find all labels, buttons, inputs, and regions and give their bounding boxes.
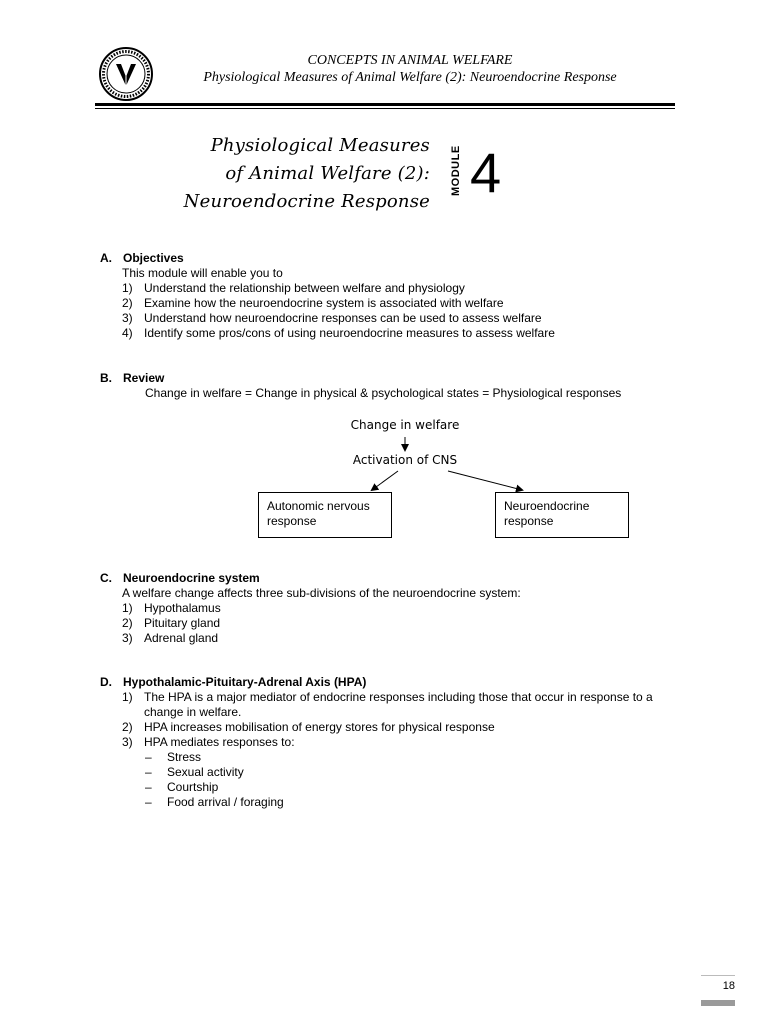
sub-list-item: – Food arrival / foraging [145,795,284,809]
list-item: 3) HPA mediates responses to: [122,735,295,749]
sub-list-item: – Stress [145,750,202,764]
list-item: 3) Adrenal gland [122,631,219,645]
list-item: 2) Examine how the neuroendocrine system is associated with welfare [122,296,504,310]
section-hpa-axis [100,675,680,810]
list-item: 1) Hypothalamus [122,601,221,615]
list-item: 2) Pituitary gland [122,616,221,630]
list-item: 1) Understand the relationship between welfare and physiology [122,281,465,295]
diagram-box-autonomic: Autonomic nervous response [258,492,392,538]
college-seal-logo [98,46,154,102]
arrow-right [448,471,522,490]
list-item: 2) HPA increases mobilisation of energy stores for physical response [122,720,495,734]
sub-list-item: – Sexual activity [145,765,244,779]
arrow-left [372,471,398,490]
section-intro: This module will enable you to [122,266,283,280]
review-equation: Change in welfare = Change in physical & psychological states = Physiological responses [145,386,622,400]
diagram-node-activation-cns: Activation of CNS [352,453,458,467]
module-title-line-2: of Animal Welfare (2): [225,163,430,184]
header-title: CONCEPTS IN ANIMAL WELFARE [307,53,513,68]
module-title [150,132,430,216]
header-subtitle: Physiological Measures of Animal Welfare (2): Neuroendocrine Response [203,70,617,85]
module-label: MODULE [450,145,462,196]
section-heading: A. Objectives [100,251,184,265]
section-heading: C. Neuroendocrine system [100,571,260,585]
section-heading: B. Review [100,371,165,385]
module-title-line-3: Neuroendocrine Response [183,191,430,212]
footer-bar [701,1000,735,1006]
header-rule-thick [95,103,675,106]
section-intro: A welfare change affects three sub-divisions of the neuroendocrine system: [122,586,521,600]
section-objectives [100,251,680,341]
section-review [100,371,680,401]
sub-list-item: – Courtship [145,780,219,794]
diagram-node-change-in-welfare: Change in welfare [350,418,460,432]
footer-rule [701,975,735,976]
page-number: 18 [722,980,735,992]
list-item: 1) The HPA is a major mediator of endocrine responses including those that occur in response to a change in welfare. [122,690,653,719]
list-item: 3) Understand how neuroendocrine responses can be used to assess welfare [122,311,542,325]
header-rule-thin [95,108,675,109]
list-item: 4) Identify some pros/cons of using neuroendocrine measures to assess welfare [122,326,555,340]
section-heading: D. Hypothalamic-Pituitary-Adrenal Axis (HPA) [100,675,367,689]
section-neuroendocrine-system [100,571,680,646]
diagram-box-neuroendocrine: Neuroendocrine response [495,492,629,538]
module-title-line-1: Physiological Measures [210,135,430,156]
module-number: 4 [470,141,502,204]
